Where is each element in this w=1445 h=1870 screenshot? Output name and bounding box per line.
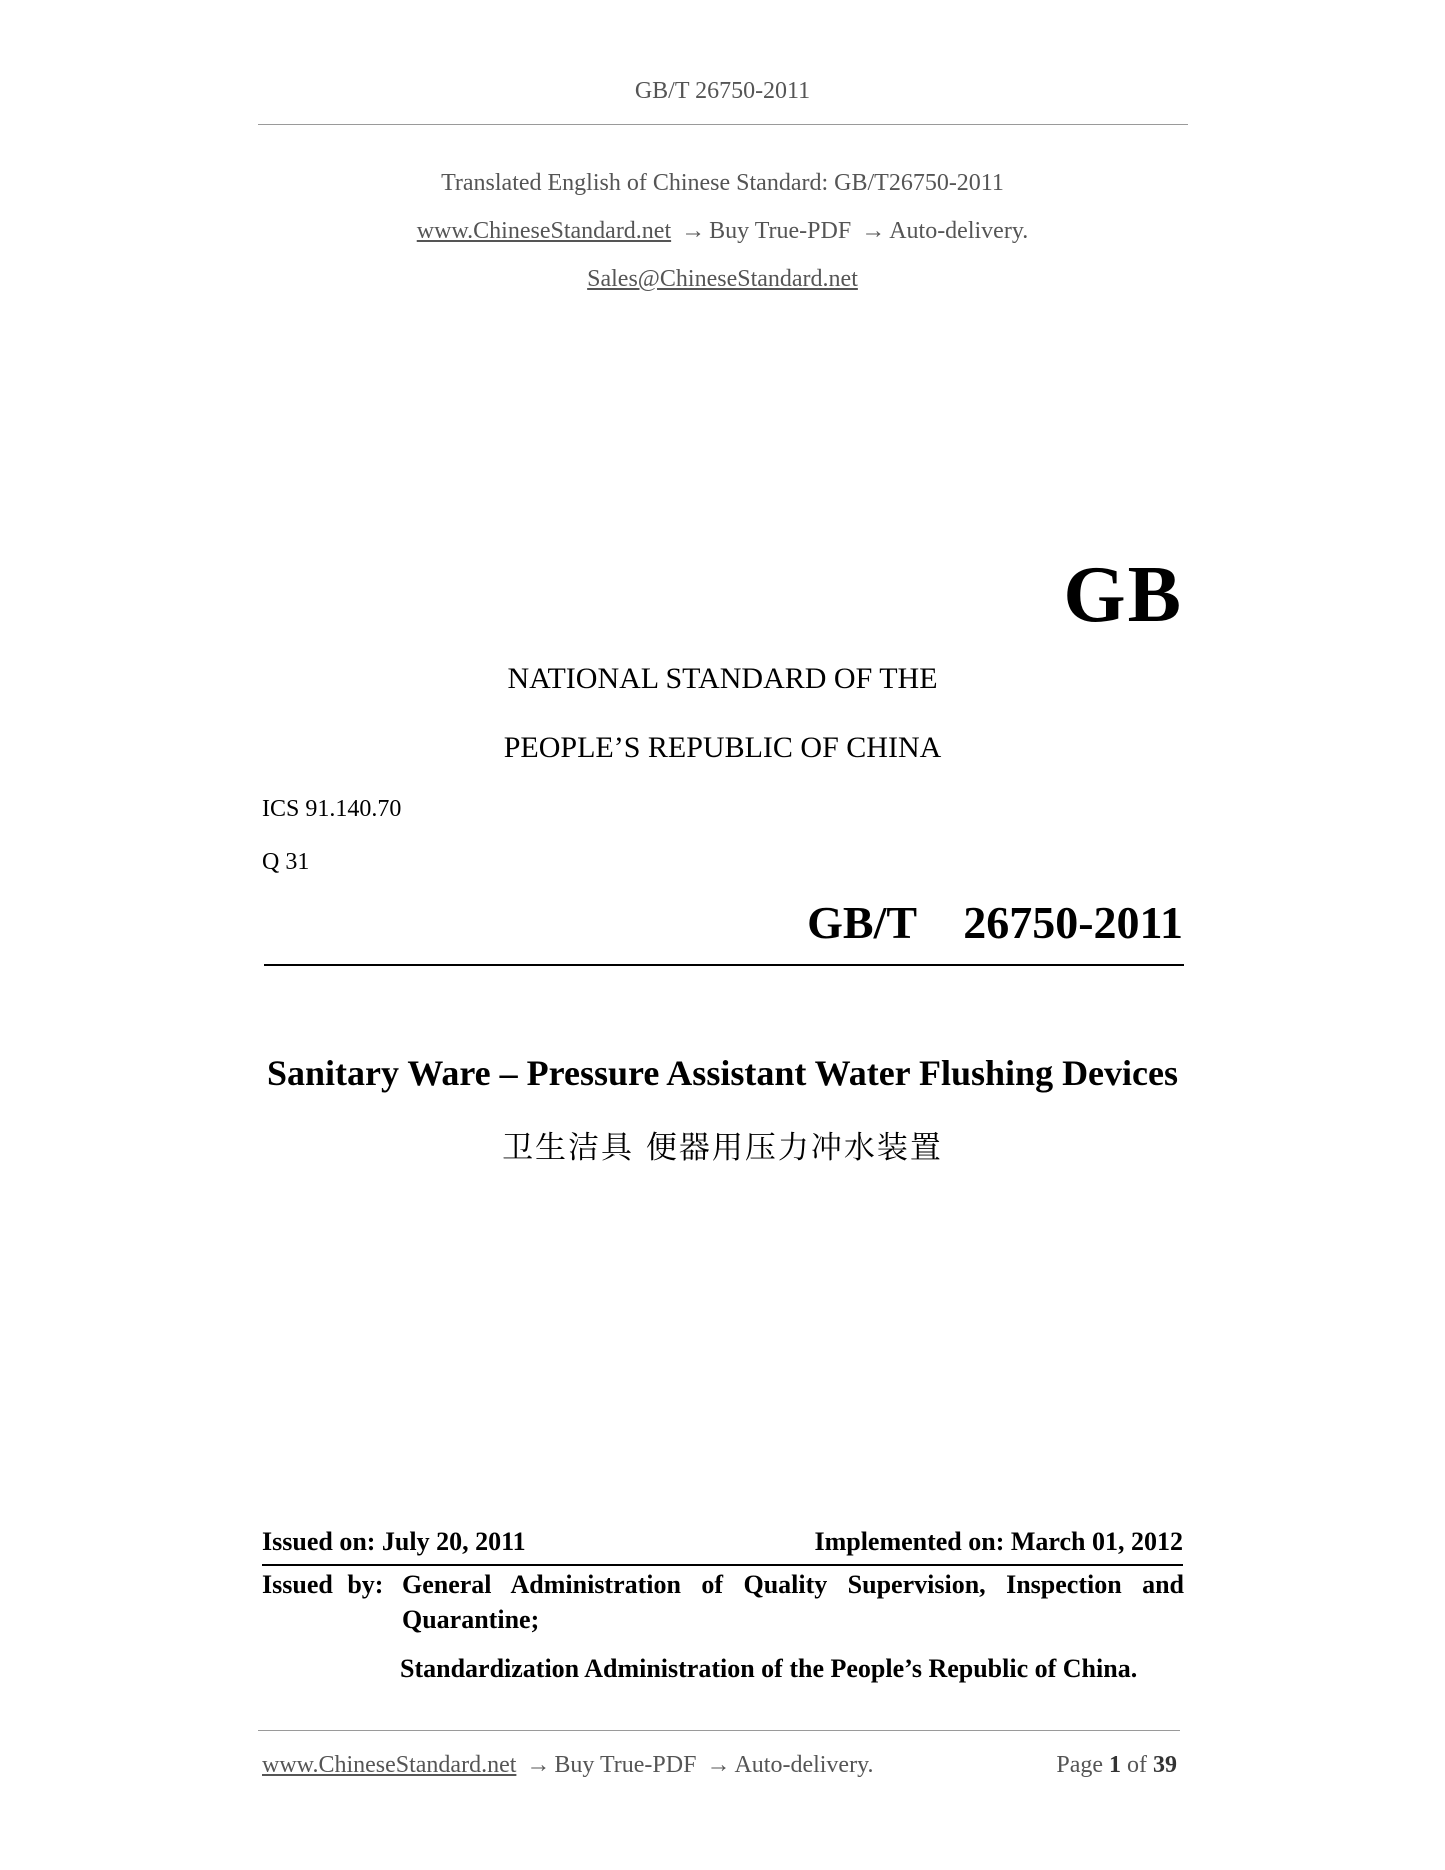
standard-number: GB/T 26750-2011 <box>807 897 1183 948</box>
footer-delivery-text: Auto-delivery. <box>734 1752 874 1778</box>
title-chinese: 卫生洁具 便器用压力冲水装置 <box>502 1130 943 1166</box>
national-standard-line-2: PEOPLE’S REPUBLIC OF CHINA <box>503 731 942 764</box>
email-link[interactable]: Sales@ChineseStandard.net <box>587 266 858 292</box>
footer-purchase-line <box>262 1752 874 1779</box>
dates-divider <box>262 1564 1183 1566</box>
arrow-right-icon: → <box>526 1752 551 1778</box>
site-link[interactable]: www.ChineseStandard.net <box>416 218 672 244</box>
footer-buy-text: Buy True-PDF <box>554 1752 697 1778</box>
issuer-line-3: Standardization Administration of the People’s Republic of China. <box>400 1654 1138 1683</box>
page-total: 39 <box>1153 1752 1177 1778</box>
translation-notice: Translated English of Chinese Standard: GB/T26750-2011 <box>441 170 1004 196</box>
implemented-on-date: Implemented on: March 01, 2012 <box>814 1527 1183 1556</box>
national-standard-line-1: NATIONAL STANDARD OF THE <box>507 662 938 695</box>
ics-code: ICS 91.140.70 <box>262 796 402 822</box>
arrow-right-icon: → <box>681 218 706 244</box>
header-divider <box>258 124 1188 125</box>
footer-divider <box>258 1730 1180 1731</box>
purchase-line <box>0 218 1445 245</box>
gb-mark: GB <box>1063 551 1183 639</box>
running-header: GB/T 26750-2011 <box>634 78 811 104</box>
issuer-line-2: Quarantine; <box>402 1605 540 1634</box>
page-current: 1 <box>1109 1752 1121 1778</box>
email-line <box>0 266 1445 293</box>
title-english: Sanitary Ware – Pressure Assistant Water Flushing Devices <box>266 1053 1179 1093</box>
page-label: Page <box>1056 1752 1103 1778</box>
issued-on-date: Issued on: July 20, 2011 <box>262 1527 526 1556</box>
delivery-text: Auto-delivery. <box>889 218 1029 244</box>
standard-number-divider <box>264 964 1184 966</box>
page-indicator <box>1056 1752 1177 1779</box>
buy-text: Buy True-PDF <box>709 218 852 244</box>
of-label: of <box>1127 1752 1147 1778</box>
issued-by-label: Issued by: <box>262 1570 384 1599</box>
footer-site-link[interactable]: www.ChineseStandard.net <box>262 1752 517 1778</box>
ccs-code: Q 31 <box>262 849 310 875</box>
issuer-line-1: General Administration of Quality Supervision, Inspection and <box>402 1570 1184 1599</box>
arrow-right-icon: → <box>706 1752 731 1778</box>
arrow-right-icon: → <box>861 218 886 244</box>
